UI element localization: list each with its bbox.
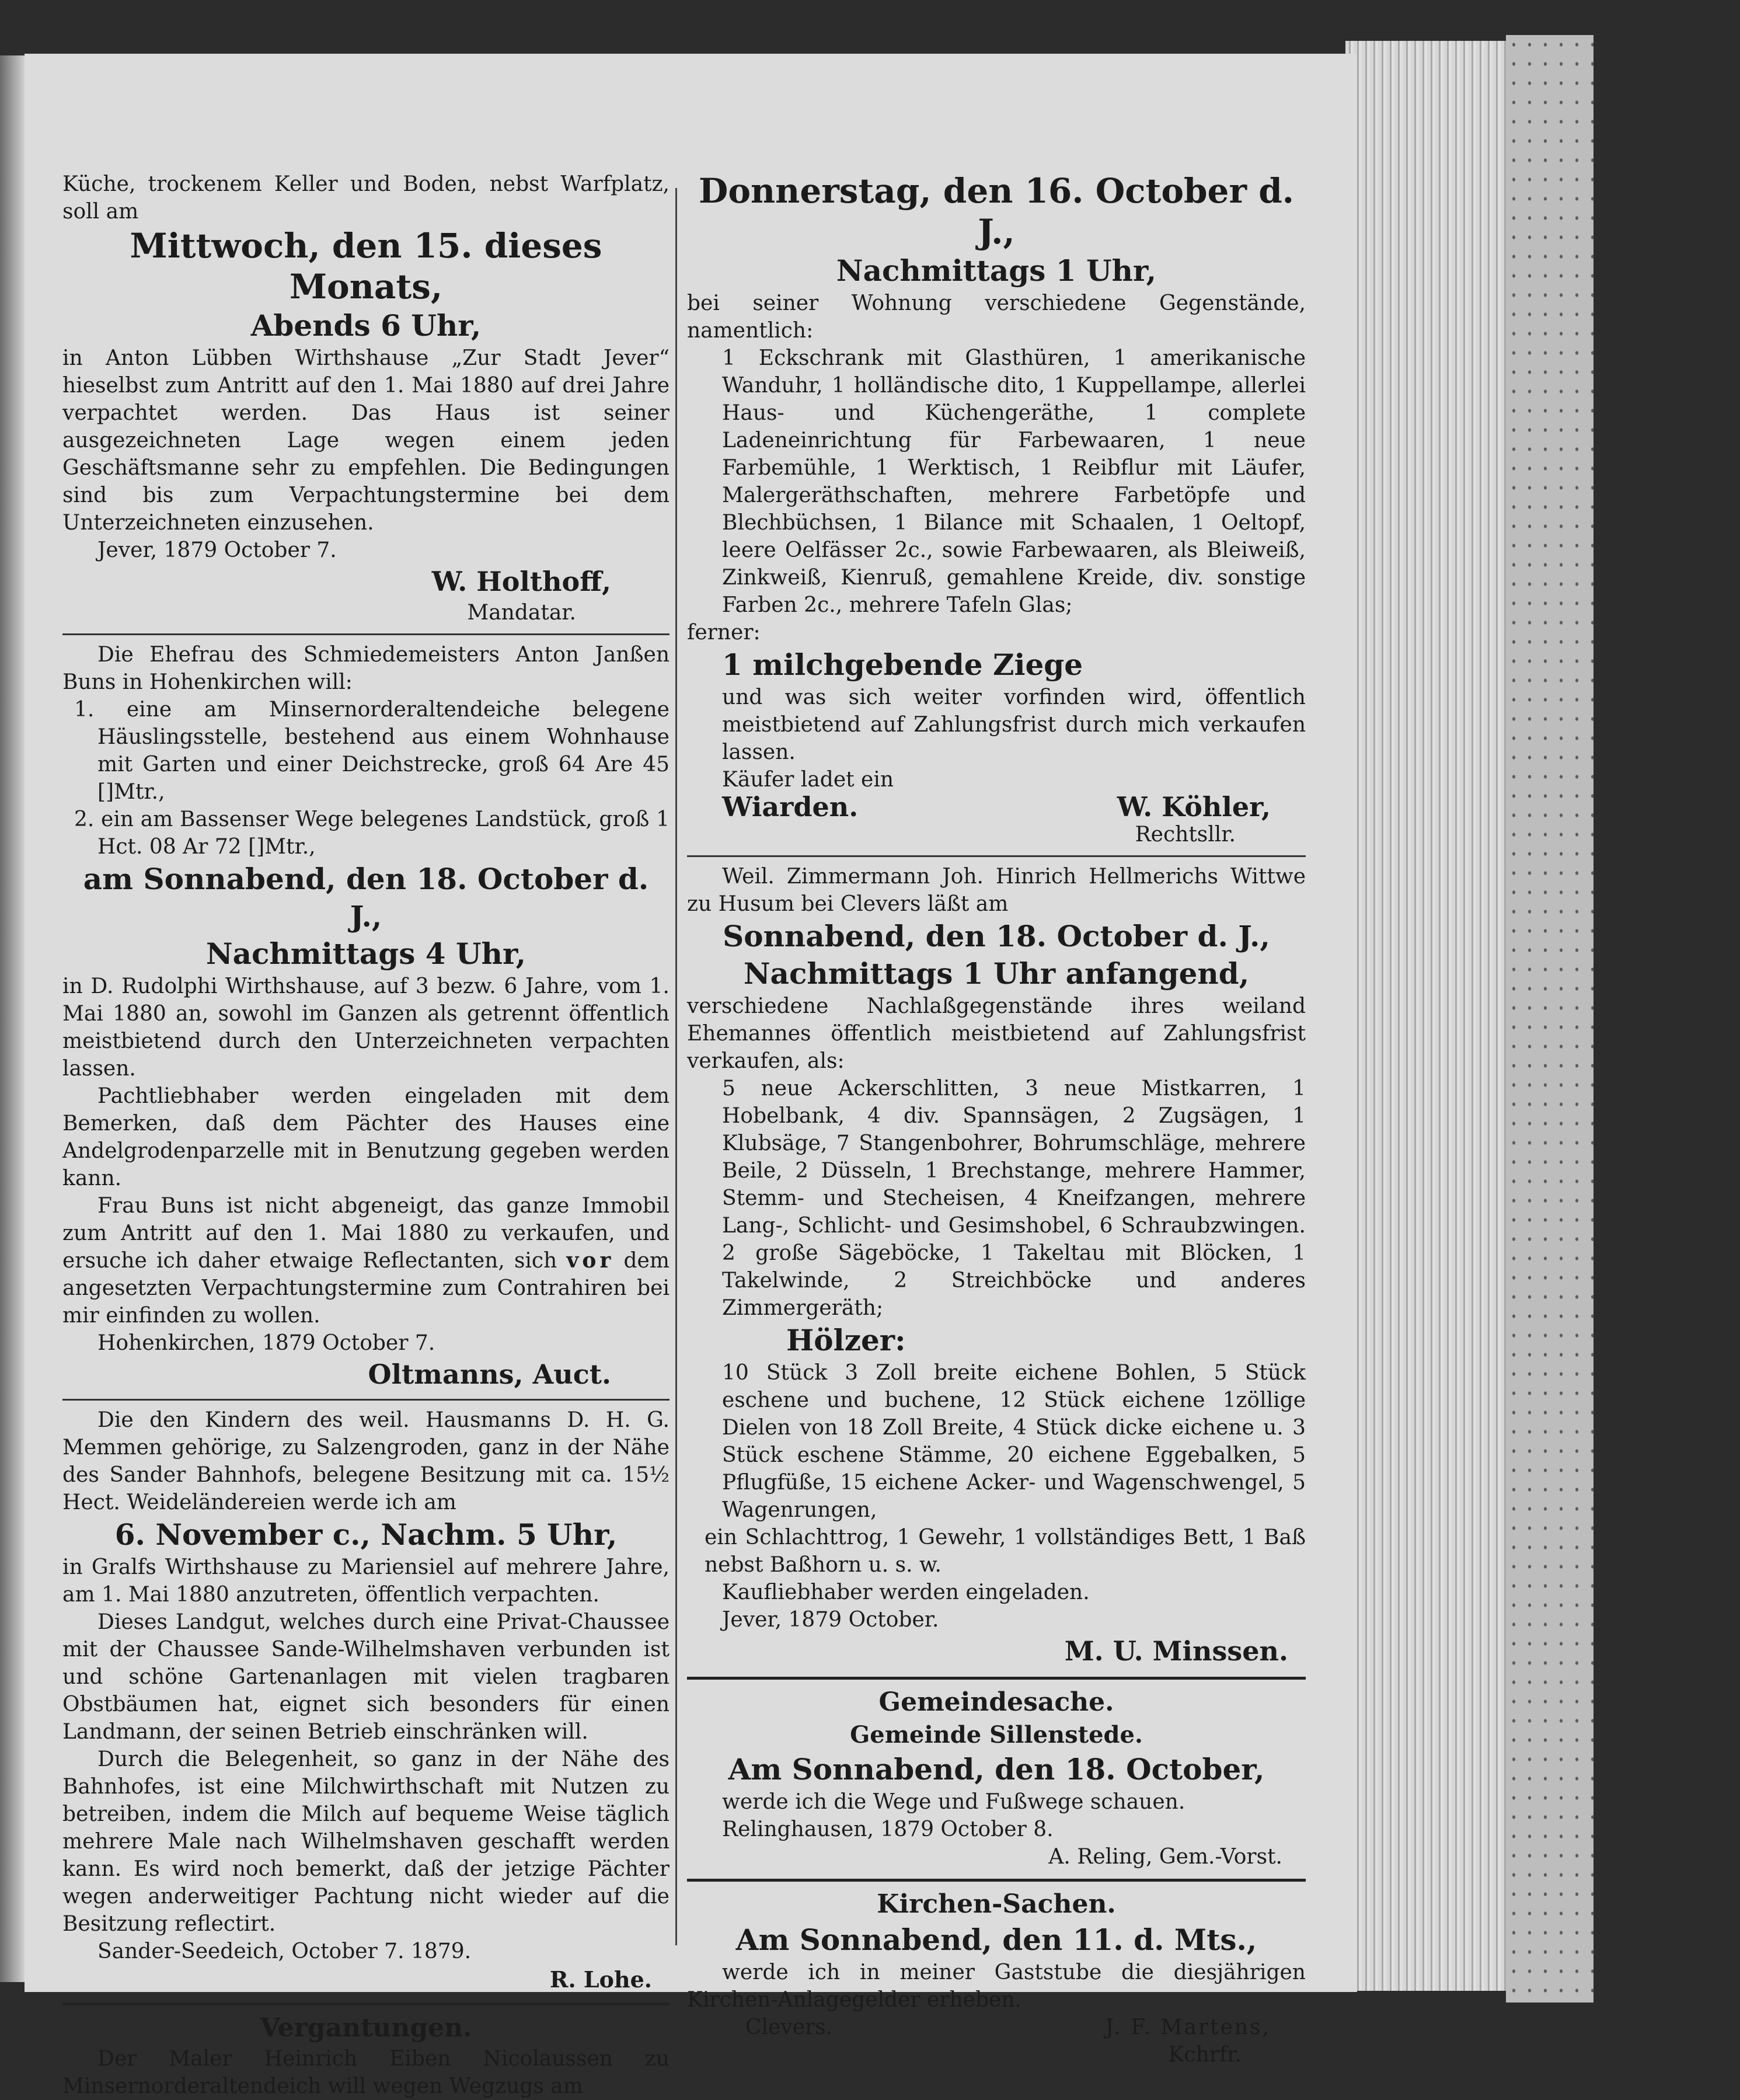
ad3-body-1: in Gralfs Wirthshause zu Mariensiel auf mehrere Jahre, am 1. Mai 1880 anzutreten, öffentlich verpachten. (62, 1555, 670, 1607)
ad-separator (62, 1399, 670, 1401)
ad1-role: Mandatar. (467, 601, 576, 625)
ad6-misc-items: ein Schlachttrog, 1 Gewehr, 1 vollständiges Bett, 1 Baß nebst Baßhorn u. s. w. (705, 1526, 1306, 1577)
section-title-vergantungen: Vergantungen. (260, 2013, 472, 2043)
ad5-items: 1 Eckschrank mit Glasthüren, 1 amerikanische Wanduhr, 1 holländische dito, 1 Kuppellampe, allerlei Haus- und Küchengeräthe, 1 complete Ladeneinrichtung für Farbewaaren, 1 neue Farbemühle, 1 Werktisch, 1 Reibflur mit Läufer, Malergeräthschaften, mehrere Farbetöpfe und Blechbüchsen, 1 Bilance mit Schaalen, 1 Oeltopf, leere Oelfässer 2c., sowie Farbewaaren, als Bleiweiß, Zinkweiß, Kienruß, gemahlene Kreide, div. sonstige Farben 2c., mehrere Tafeln Glas; (722, 346, 1306, 617)
sec2-role: Kchrfr. (1168, 2043, 1242, 2067)
page-edges (1345, 41, 1521, 1991)
ad6-date-heading: Sonnabend, den 18. October d. J., (723, 919, 1270, 953)
ad3-body-2: Dieses Landgut, welches durch eine Privat-Chaussee mit der Chaussee Sande-Wilhelmshaven verbunden ist und schöne Gartenanlagen mit vielen tragbaren Obstbäumen hat, eignet sich besonders für einen Landmann, der seinen Betrieb einschränken will. (62, 1610, 670, 1744)
ad2-place-date: Hohenkirchen, 1879 October 7. (97, 1331, 435, 1355)
ad6-buyers: Kaufliebhaber werden eingeladen. (722, 1580, 1090, 1604)
left-column (62, 170, 670, 2100)
section-separator (62, 2003, 670, 2005)
sec2-body: werde ich in meiner Gaststube die diesjährigen Kirchen-Anlagegelder erheben. (687, 1960, 1306, 2012)
ad5-goat-heading: 1 milchgebende Ziege (722, 647, 1083, 682)
newspaper-page (25, 54, 1357, 2098)
section-separator (687, 1677, 1306, 1680)
ad5-date-heading: Donnerstag, den 16. October d. J., (699, 171, 1294, 252)
sec2-date-heading: Am Sonnabend, den 11. d. Mts., (735, 1923, 1257, 1957)
ad5-ferner: ferner: (687, 621, 761, 645)
section-title-kirchen-sachen: Kirchen-Sachen. (877, 1889, 1116, 1919)
book-spine (0, 55, 26, 1982)
sec2-place: Clevers. (745, 2015, 833, 2039)
ad1-body: in Anton Lübben Wirthshause „Zur Stadt Jever“ hieselbst zum Antritt auf den 1. Mai 1880 auf drei Jahre verpachtet werden. Das Haus ist seiner ausgezeichneten Lage wegen einem jeden Geschäftsmanne sehr zu empfehlen. Die Bedingungen sind bis zum Verpachtungstermine bei dem Unterzeichneten einzusehen. (62, 346, 670, 535)
ad3-body-3: Durch die Belegenheit, so ganz in der Nähe des Bahnhofes, ist eine Milchwirthschaft mit Nutzen zu betreiben, indem die Milch auf bequeme Weise täglich mehrere Male nach Wilhelmshaven geschafft werden kann. Es wird noch bemerkt, daß der jetzige Pächter wegen anderweitiger Pachtung nicht wieder auf die Besitzung reflectirt. (62, 1747, 670, 1936)
ad2-intro: Die Ehefrau des Schmiedemeisters Anton Janßen Buns in Hohenkirchen will: (62, 643, 670, 694)
sec1-body: werde ich die Wege und Fußwege schauen. (722, 1790, 1185, 1814)
section-title-gemeindesache: Gemeindesache. (878, 1687, 1114, 1717)
ad3-intro: Die den Kindern des weil. Hausmanns D. H. G. Memmen gehörige, zu Salzengroden, ganz in der Nähe des Sander Bahnhofs, belegene Besitzung mit ca. 15½ Hect. Weideländereien werde ich am (62, 1408, 670, 1514)
ad6-items: 5 neue Ackerschlitten, 3 neue Mistkarren, 1 Hobelbank, 4 div. Spannsägen, 2 Zugsägen, 1 Klubsäge, 7 Stangenbohrer, Bohrumschläge, mehrere Beile, 2 Düsseln, 1 Brechstange, mehrere Hammer, Stemm- und Stecheisen, 4 Kneifzangen, mehrere Lang-, Schlicht- und Gesimshobel, 6 Schraubzwingen. 2 große Sägeböcke, 1 Takeltau mit Blöcken, 1 Takelwinde, 2 Streichböcke und anderes Zimmergeräth; (722, 1077, 1306, 1320)
ad6-place-date: Jever, 1879 October. (722, 1608, 939, 1632)
column-divider (675, 188, 677, 1945)
ad2-item-2: 2. ein am Bassenser Wege belegenes Landstück, groß 1 Hct. 08 Ar 72 []Mtr., (74, 807, 670, 859)
ad1-intro: Küche, trockenem Keller und Boden, nebst Warfplatz, soll am (62, 172, 670, 224)
ad-separator (62, 633, 670, 635)
ad5-intro: bei seiner Wohnung verschiedene Gegenstände, namentlich: (687, 291, 1306, 343)
ad2-time-heading: Nachmittags 4 Uhr, (205, 936, 526, 971)
right-column (687, 170, 1306, 2068)
ad4-body: Der Maler Heinrich Eiben Nicolaussen zu Minsernorderaltendeich will wegen Wegzugs am (62, 2047, 670, 2098)
ad2-date-heading: am Sonnabend, den 18. October d. J., (83, 862, 649, 934)
ad1-signature: W. Holthoff, (431, 566, 611, 597)
sec2-signature: J. F. Martens, (1105, 2015, 1271, 2039)
sec1-place-date: Relinghausen, 1879 October 8. (722, 1817, 1054, 1841)
ad5-time-heading: Nachmittags 1 Uhr, (836, 253, 1157, 288)
sec2-signature-row (687, 2014, 1306, 2041)
sec1-signature: A. Reling, Gem.-Vorst. (1048, 1845, 1282, 1869)
ad2-body-1: in D. Rudolphi Wirthshause, auf 3 bezw. 6 Jahre, vom 1. Mai 1880 an, sowohl im Ganzen als getrennt öffentlich meistbietend durch den Unterzeichneten verpachten lassen. (62, 974, 670, 1081)
section-separator (687, 1879, 1306, 1882)
ad2-body-3a: Frau Buns ist nicht abgeneigt, das ganze Immobil zum Antritt auf den 1. Mai 1880 zu verkaufen, und ersuche ich daher etwaige Reflectanten, sich (62, 1194, 670, 1273)
sec1-date-heading: Am Sonnabend, den 18. October, (728, 1752, 1265, 1786)
ad2-item-1: 1. eine am Minsernorderaltendeiche belegene Häuslingsstelle, bestehend aus einem Wohnhause mit Garten und einer Deichstrecke, groß 64 Are 45 []Mtr., (74, 698, 670, 804)
ad6-signature: M. U. Minssen. (1064, 1635, 1288, 1667)
ad5-body: und was sich weiter vorfinden wird, öffentlich meistbietend auf Zahlungsfrist durch mich verkaufen lassen. (722, 685, 1306, 764)
ad6-time-heading: Nachmittags 1 Uhr anfangend, (743, 956, 1250, 991)
ad2-signature: Oltmanns, Auct. (368, 1359, 611, 1390)
ad1-date-heading: Mittwoch, den 15. dieses Monats, (130, 226, 602, 307)
ad1-time-heading: Abends 6 Uhr, (250, 308, 482, 343)
ad6-body: verschiedene Nachlaßgegenstände ihres weiland Ehemannes öffentlich meistbietend auf Zahlungsfrist verkaufen, als: (687, 994, 1306, 1073)
ad6-wood-items: 10 Stück 3 Zoll breite eichene Bohlen, 5 Stück eschene und buchene, 12 Stück eichene 1zöllige Dielen von 18 Zoll Breite, 4 Stück dicke eichene u. 3 Stück eschene Stämme, 20 eichene Eggebalken, 5 Pflugfüße, 15 eichene Acker- und Wagenschwengel, 5 Wagenrungen, (722, 1361, 1306, 1522)
section-subtitle-sillenstede: Gemeinde Sillenstede. (850, 1721, 1143, 1749)
ad-separator (687, 855, 1306, 857)
ad5-role: Rechtsllr. (1135, 823, 1236, 847)
ad2-body-2: Pachtliebhaber werden eingeladen mit dem Bemerken, daß dem Pächter des Hauses eine Andelgrodenparzelle mit in Benutzung gegeben werden kann. (62, 1084, 670, 1190)
ad6-wood-heading: Hölzer: (786, 1323, 906, 1357)
ad6-intro: Weil. Zimmermann Joh. Hinrich Hellmerichs Wittwe zu Husum bei Clevers läßt am (687, 865, 1306, 916)
ad5-signature-row (687, 793, 1306, 821)
ad2-body-3b: dem angesetzten Verpachtungstermine zum Contrahiren bei mir einfinden zu wollen. (62, 1249, 670, 1328)
ad2-body-3 (62, 1192, 670, 1329)
book-cover-board (1506, 35, 1593, 2003)
ad5-signature: W. Köhler, (1117, 791, 1271, 823)
ad5-invite: Käufer ladet ein (722, 768, 894, 792)
ad3-signature: R. Lohe. (549, 1966, 652, 1993)
ad5-place: Wiarden. (722, 791, 859, 823)
ad2-body-3-emphasis: vor (566, 1248, 615, 1273)
ad3-place-date: Sander-Seedeich, October 7. 1879. (97, 1939, 472, 1963)
ad3-date-heading: 6. November c., Nachm. 5 Uhr, (114, 1517, 618, 1552)
ad1-place-date: Jever, 1879 October 7. (97, 538, 337, 562)
